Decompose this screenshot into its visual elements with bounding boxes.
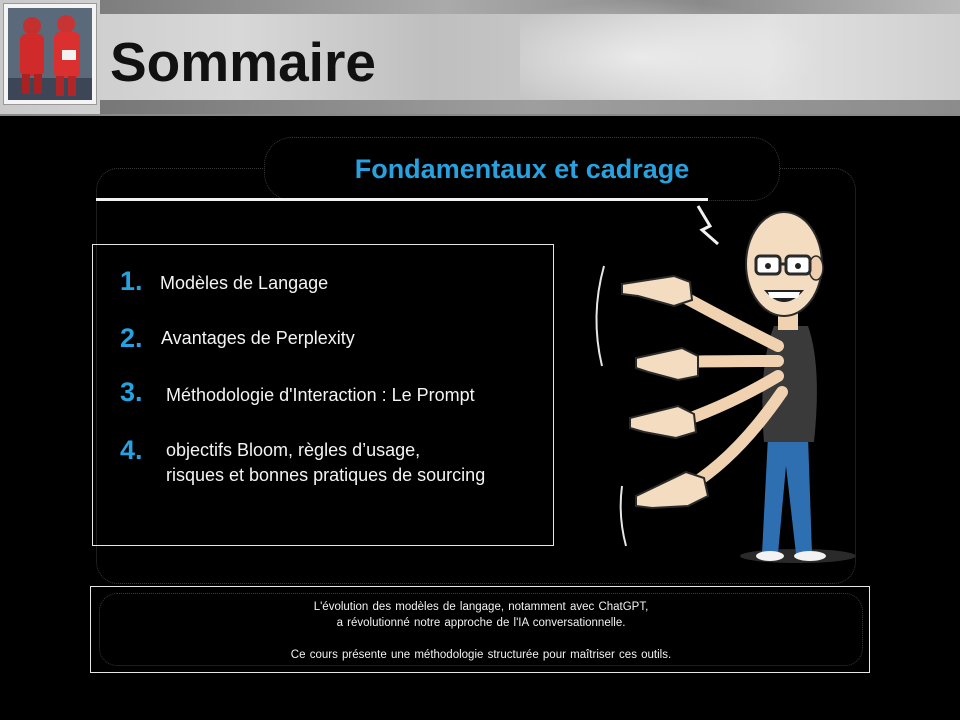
- header-band-bottom: [100, 100, 960, 114]
- slide-header: [0, 0, 960, 114]
- description-line: a révolutionné notre approche de l'IA conversationnelle.: [336, 617, 626, 629]
- agenda-item-text: risques et bonnes pratiques de sourcing: [166, 465, 486, 485]
- description-line: L'évolution des modèles de langage, notamment avec ChatGPT,: [313, 601, 649, 613]
- agenda-item-number: 2.: [120, 323, 143, 353]
- description-box: [90, 586, 870, 673]
- agenda-item-number: 3.: [120, 377, 143, 407]
- header-divider: [0, 114, 960, 116]
- description-line: Ce cours présente une méthodologie structurée pour maîtriser ces outils.: [290, 649, 672, 661]
- header-background-photo: [520, 0, 820, 114]
- page-title: Sommaire: [110, 31, 376, 93]
- pointing-man-illustration: [578, 196, 860, 568]
- agenda-item-text: Méthodologie d'Interaction : Le Prompt: [166, 385, 475, 405]
- agenda-item-number: 4.: [120, 435, 143, 465]
- agenda-item-number: 1.: [120, 266, 143, 296]
- agenda-item-text: Modèles de Langage: [160, 273, 329, 293]
- agenda-item-text: objectifs Bloom, règles d’usage,: [166, 440, 421, 460]
- section-title: Fondamentaux et cadrage: [354, 154, 690, 184]
- agenda-item-text: Avantages de Perplexity: [161, 328, 355, 348]
- header-photo-icon: [3, 3, 97, 105]
